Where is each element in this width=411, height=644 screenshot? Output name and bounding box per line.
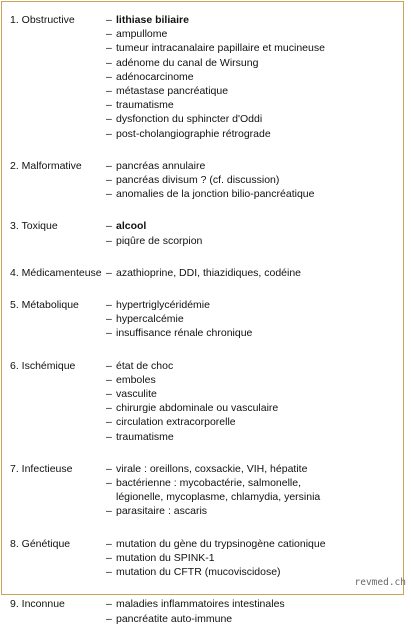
bullet-dash: – [106, 388, 112, 401]
cause-text: mutation du SPINK-1 [116, 551, 215, 564]
category-label: 7. Infectieuse [10, 462, 73, 475]
cause-text: piqûre de scorpion [116, 234, 203, 247]
cause-text: mutation du CFTR (mucoviscidose) [116, 566, 281, 579]
cause-text: métastase pancréatique [116, 85, 229, 98]
bullet-dash: – [106, 359, 112, 372]
cause-text: post-cholangiographie rétrograde [116, 127, 271, 140]
category-label: 8. Génétique [10, 537, 71, 550]
list-item [106, 387, 395, 401]
table-row [10, 359, 395, 444]
table-row [10, 298, 395, 341]
cause-list [106, 266, 395, 280]
bullet-dash: – [106, 598, 112, 611]
category-label: 4. Médicamenteuse [10, 266, 102, 279]
list-item [106, 13, 395, 27]
list-item [106, 597, 395, 611]
table-row [10, 13, 395, 141]
category-label: 9. Inconnue [10, 598, 65, 611]
bullet-dash: – [106, 70, 112, 83]
cause-text: adénome du canal de Wirsung [116, 56, 259, 69]
category-label: 3. Toxique [10, 220, 58, 233]
list-item [106, 612, 395, 626]
list-item [106, 415, 395, 429]
bullet-dash: – [106, 477, 112, 490]
cause-list [106, 298, 395, 341]
bullet-dash: – [106, 313, 112, 326]
list-item [106, 401, 395, 415]
cause-text: bactérienne : mycobactérie, salmonelle, [116, 477, 302, 490]
list-item [106, 504, 395, 518]
cause-text: chirurgie abdominale ou vasculaire [116, 402, 279, 415]
cause-text: ampullome [116, 28, 168, 41]
cause-text: tumeur intracanalaire papillaire et mucineuse [116, 42, 325, 55]
category-label: 1. Obstructive [10, 14, 75, 26]
list-item [106, 537, 395, 551]
list-item [106, 373, 395, 387]
cause-text: parasitaire : ascaris [116, 505, 208, 518]
list-item [106, 359, 395, 373]
bullet-dash: – [106, 14, 112, 26]
list-item [106, 266, 395, 280]
category-label: 6. Ischémique [10, 359, 76, 372]
bullet-dash: – [106, 220, 112, 233]
bullet-dash: – [106, 462, 112, 475]
table-row [10, 462, 395, 519]
list-item [106, 84, 395, 98]
cause-text: traumatisme [116, 99, 174, 112]
bullet-dash: – [106, 505, 112, 518]
cause-text-continuation: légionelle, mycoplasme, chlamydia, yersinia [116, 491, 321, 504]
bullet-dash: – [106, 234, 112, 247]
cause-text: maladies inflammatoires intestinales [116, 598, 285, 611]
cause-text: pancréatite auto-immune [116, 612, 233, 625]
cause-text: mutation du gène du trypsinogène cationique [116, 537, 326, 550]
bullet-dash: – [106, 127, 112, 140]
table-row [10, 159, 395, 202]
list-item [106, 41, 395, 55]
bullet-dash: – [106, 174, 112, 187]
cause-text: insuffisance rénale chronique [116, 327, 253, 340]
list-item [106, 298, 395, 312]
bullet-dash: – [106, 56, 112, 69]
bullet-dash: – [106, 85, 112, 98]
list-item [106, 430, 395, 444]
bullet-dash: – [106, 113, 112, 126]
cause-text: pancréas divisum ? (cf. discussion) [116, 174, 280, 187]
list-item [106, 27, 395, 41]
list-item [106, 112, 395, 126]
table-row [10, 219, 395, 247]
list-item [106, 187, 395, 201]
watermark: revmed.ch [354, 577, 406, 588]
bullet-dash: – [106, 373, 112, 386]
bullet-dash: – [106, 188, 112, 201]
cause-list [106, 537, 395, 580]
bullet-dash: – [106, 566, 112, 579]
bullet-dash: – [106, 430, 112, 443]
table-row [10, 597, 395, 625]
cause-text: azathioprine, DDI, thiazidiques, codéine [116, 266, 302, 279]
cause-text: état de choc [116, 359, 174, 372]
list-item [106, 127, 395, 141]
cause-text: hypercalcémie [116, 313, 184, 326]
etiology-table [10, 13, 395, 644]
cause-text: hypertriglycéridémie [116, 299, 210, 312]
bullet-dash: – [106, 551, 112, 564]
cause-text: adénocarcinome [116, 70, 194, 83]
list-item [106, 70, 395, 84]
cause-text: vasculite [116, 388, 157, 401]
list-item [106, 159, 395, 173]
cause-text: alcool [116, 220, 147, 233]
list-item [106, 462, 395, 476]
table-row [10, 266, 395, 280]
cause-text: dysfonction du sphincter d'Oddi [116, 113, 263, 126]
list-item [106, 312, 395, 326]
bullet-dash: – [106, 28, 112, 41]
bullet-dash: – [106, 159, 112, 172]
cause-list [106, 462, 395, 519]
category-label: 2. Malformative [10, 159, 82, 172]
bullet-dash: – [106, 327, 112, 340]
list-item [106, 326, 395, 340]
bullet-dash: – [106, 42, 112, 55]
bullet-dash: – [106, 402, 112, 415]
bullet-dash: – [106, 416, 112, 429]
bullet-dash: – [106, 537, 112, 550]
list-item [106, 219, 395, 233]
cause-text: circulation extracorporelle [116, 416, 236, 429]
list-item [106, 56, 395, 70]
list-item [106, 98, 395, 112]
cause-list [106, 359, 395, 444]
bullet-dash: – [106, 612, 112, 625]
cause-list [106, 219, 395, 247]
list-item [106, 173, 395, 187]
cause-text: emboles [116, 373, 156, 386]
list-item [106, 551, 395, 565]
cause-text: lithiase biliaire [116, 14, 189, 26]
cause-text: pancréas annulaire [116, 159, 206, 172]
bullet-dash: – [106, 299, 112, 312]
list-item [106, 234, 395, 248]
cause-text: anomalies de la jonction bilio-pancréatique [116, 188, 315, 201]
cause-text: virale : oreillons, coxsackie, VIH, hépatite [116, 462, 308, 475]
list-item [106, 565, 395, 579]
table-row [10, 537, 395, 580]
cause-list [106, 597, 395, 625]
cause-list [106, 13, 395, 141]
category-label: 5. Métabolique [10, 299, 79, 312]
cause-list [106, 159, 395, 202]
bullet-dash: – [106, 266, 112, 279]
list-item [106, 476, 395, 490]
cause-text: traumatisme [116, 430, 174, 443]
bullet-dash: – [106, 99, 112, 112]
